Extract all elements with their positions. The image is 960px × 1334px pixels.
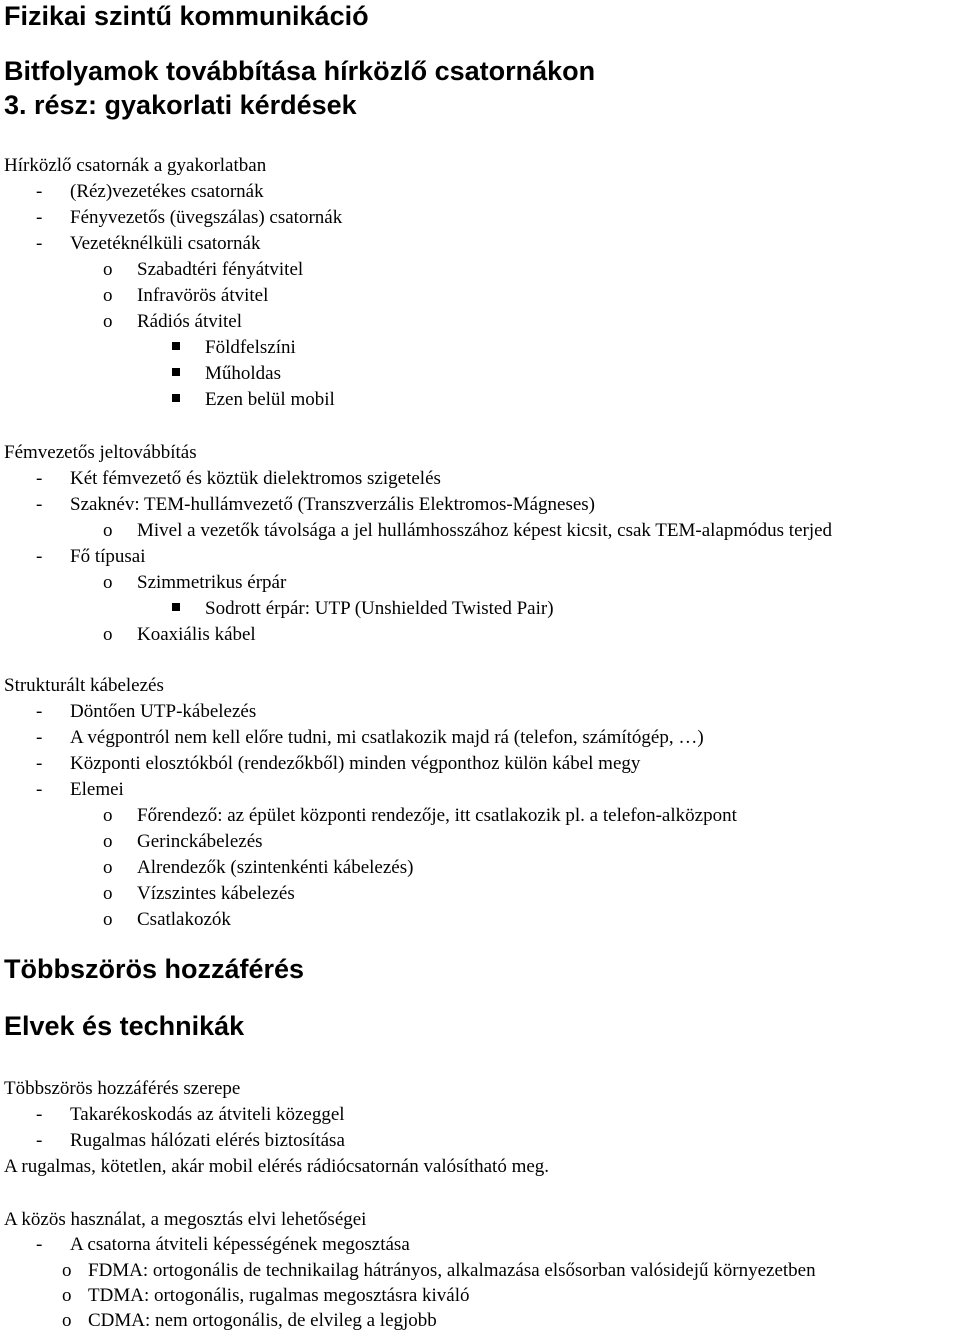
dash-marker: -	[36, 468, 43, 489]
dash-marker: -	[36, 1130, 43, 1151]
list-item: Szimmetrikus érpár	[137, 572, 287, 593]
list-item: Szabadtéri fényátvitel	[137, 259, 304, 280]
circle-marker: o	[103, 857, 113, 878]
section-title-metal-conductor: Fémvezetős jeltovábbítás	[4, 442, 197, 463]
dash-marker: -	[36, 779, 43, 800]
list-item: Földfelszíni	[205, 337, 296, 358]
list-item: TDMA: ortogonális, rugalmas megosztásra kiváló	[88, 1285, 470, 1306]
square-bullet-icon	[172, 368, 180, 376]
square-bullet-icon	[172, 603, 180, 611]
dash-marker: -	[36, 494, 43, 515]
list-item: A végpontról nem kell előre tudni, mi csatlakozik majd rá (telefon, számítógép, …)	[70, 727, 704, 748]
heading-multiple-access: Többszörös hozzáférés	[4, 954, 305, 984]
list-item: Gerinckábelezés	[137, 831, 263, 852]
heading-principles-techniques: Elvek és technikák	[4, 1011, 245, 1041]
dash-marker: -	[36, 207, 43, 228]
dash-marker: -	[36, 233, 43, 254]
list-item: Elemei	[70, 779, 124, 800]
section-title-structured-cabling: Strukturált kábelezés	[4, 675, 164, 696]
circle-marker: o	[62, 1260, 72, 1281]
circle-marker: o	[103, 259, 113, 280]
heading-bitstreams: Bitfolyamok továbbítása hírközlő csatornákon	[4, 56, 596, 86]
list-item: Infravörös átvitel	[137, 285, 269, 306]
list-item: Műholdas	[205, 363, 281, 384]
list-item: Döntően UTP-kábelezés	[70, 701, 257, 722]
circle-marker: o	[103, 831, 113, 852]
circle-marker: o	[103, 572, 113, 593]
list-item: Alrendezők (szintenkénti kábelezés)	[137, 857, 414, 878]
circle-marker: o	[62, 1310, 72, 1331]
section-title-sharing: A közös használat, a megosztás elvi lehetőségei	[4, 1209, 367, 1230]
list-item: (Réz)vezetékes csatornák	[70, 181, 264, 202]
list-item: Vízszintes kábelezés	[137, 883, 295, 904]
list-item: Fényvezetős (üvegszálas) csatornák	[70, 207, 343, 228]
list-item: CDMA: nem ortogonális, de elvileg a legjobb	[88, 1310, 437, 1331]
dash-marker: -	[36, 701, 43, 722]
list-item: Ezen belül mobil	[205, 389, 335, 410]
list-item: Rádiós átvitel	[137, 311, 243, 332]
list-item: Mivel a vezetők távolsága a jel hullámhosszához képest kicsit, csak TEM-alapmódus terjed	[137, 520, 833, 541]
heading-practical-questions: 3. rész: gyakorlati kérdések	[4, 90, 357, 120]
list-item: Szaknév: TEM-hullámvezető (Transzverzális Elektromos-Mágneses)	[70, 494, 595, 515]
dash-marker: -	[36, 727, 43, 748]
list-item: Csatlakozók	[137, 909, 231, 930]
list-item: Központi elosztókból (rendezőkből) minden végponthoz külön kábel megy	[70, 753, 641, 774]
circle-marker: o	[103, 285, 113, 306]
circle-marker: o	[103, 909, 113, 930]
heading-physical-layer: Fizikai szintű kommunikáció	[4, 1, 369, 31]
list-item: Főrendező: az épület központi rendezője, itt csatlakozik pl. a telefon-alközpont	[137, 805, 737, 826]
section-title-channels: Hírközlő csatornák a gyakorlatban	[4, 155, 267, 176]
dash-marker: -	[36, 546, 43, 567]
list-item: Vezetéknélküli csatornák	[70, 233, 261, 254]
square-bullet-icon	[172, 342, 180, 350]
dash-marker: -	[36, 1104, 43, 1125]
circle-marker: o	[103, 520, 113, 541]
dash-marker: -	[36, 753, 43, 774]
list-item: FDMA: ortogonális de technikailag hátrányos, alkalmazása elsősorban valósidejű környezetben	[88, 1260, 816, 1281]
circle-marker: o	[103, 624, 113, 645]
list-item: Fő típusai	[70, 546, 146, 567]
circle-marker: o	[103, 805, 113, 826]
dash-marker: -	[36, 181, 43, 202]
square-bullet-icon	[172, 394, 180, 402]
list-item: Sodrott érpár: UTP (Unshielded Twisted Pair)	[205, 598, 554, 619]
circle-marker: o	[103, 883, 113, 904]
list-item: Két fémvezető és köztük dielektromos szigetelés	[70, 468, 441, 489]
circle-marker: o	[62, 1285, 72, 1306]
list-item: Takarékoskodás az átviteli közeggel	[70, 1104, 345, 1125]
list-item: A csatorna átviteli képességének megosztása	[70, 1234, 410, 1255]
list-item: Rugalmas hálózati elérés biztosítása	[70, 1130, 345, 1151]
paragraph-note: A rugalmas, kötetlen, akár mobil elérés rádiócsatornán valósítható meg.	[4, 1156, 550, 1177]
list-item: Koaxiális kábel	[137, 624, 256, 645]
circle-marker: o	[103, 311, 113, 332]
section-title-role: Többszörös hozzáférés szerepe	[4, 1078, 241, 1099]
dash-marker: -	[36, 1234, 43, 1255]
